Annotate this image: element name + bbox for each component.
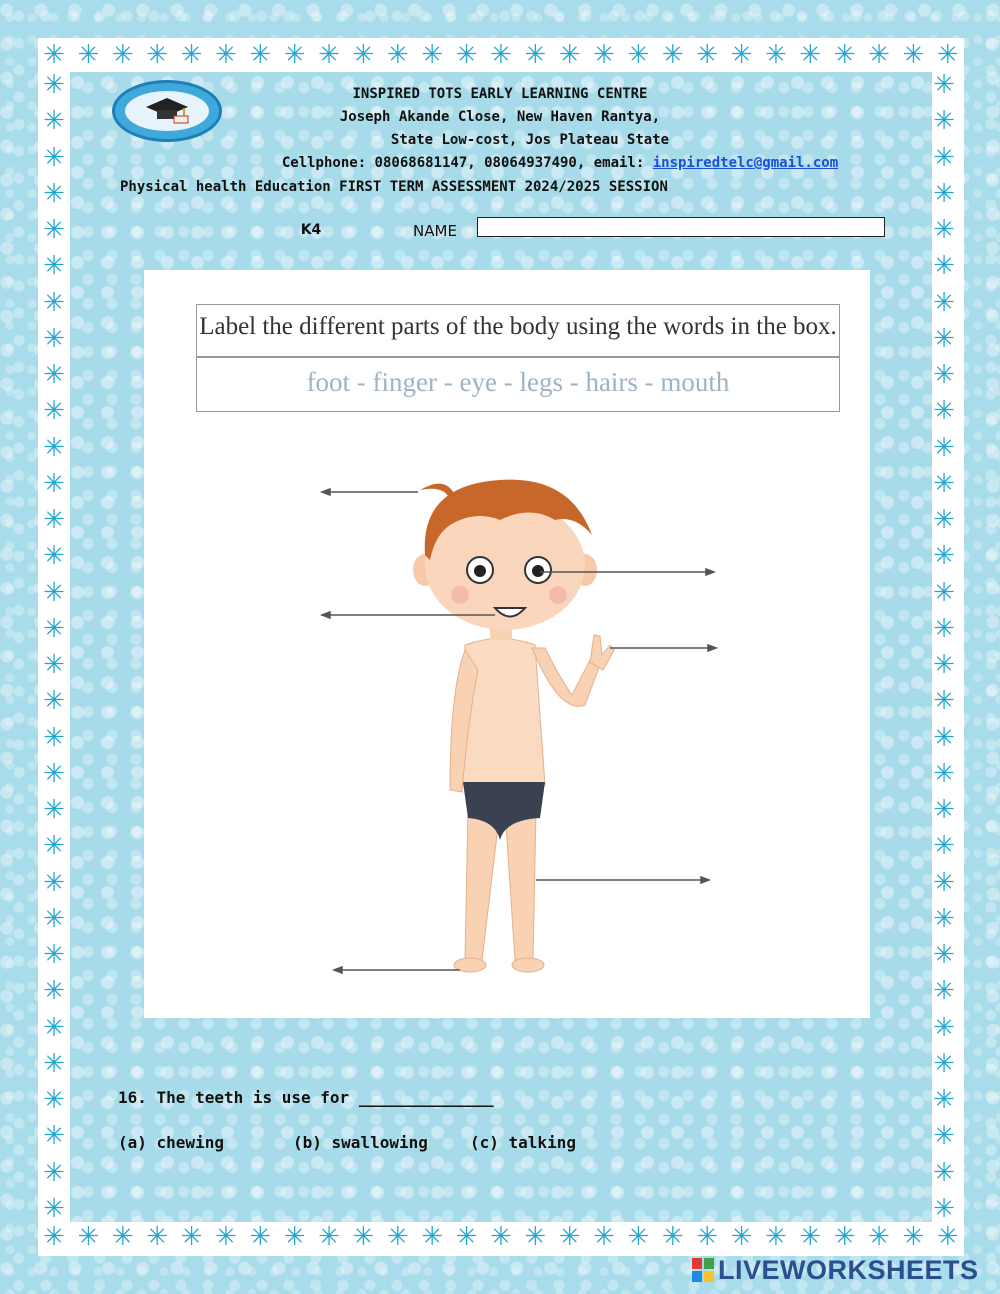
star-ornament-icon: ✳ bbox=[43, 142, 65, 173]
star-ornament-icon: ✳ bbox=[730, 40, 753, 70]
star-ornament-icon: ✳ bbox=[933, 650, 955, 680]
star-ornament-icon: ✳ bbox=[933, 795, 955, 825]
star-ornament-icon: ✳ bbox=[661, 40, 684, 70]
star-ornament-icon: ✳ bbox=[933, 1193, 955, 1224]
star-ornament-icon: ✳ bbox=[421, 1222, 444, 1252]
star-ornament-icon: ✳ bbox=[283, 1222, 306, 1252]
star-ornament-icon: ✳ bbox=[933, 613, 955, 644]
star-ornament-icon: ✳ bbox=[696, 1222, 719, 1252]
star-ornament-icon: ✳ bbox=[933, 1012, 955, 1043]
star-ornament-icon: ✳ bbox=[833, 1222, 856, 1252]
star-ornament-icon: ✳ bbox=[933, 1121, 955, 1152]
word-bank: foot - finger - eye - legs - hairs - mouth bbox=[306, 367, 730, 397]
star-ornament-icon: ✳ bbox=[43, 215, 65, 245]
star-ornament-icon: ✳ bbox=[593, 1222, 615, 1252]
star-ornament-icon: ✳ bbox=[146, 1222, 169, 1252]
star-ornament-icon: ✳ bbox=[933, 686, 955, 717]
assessment-title: Physical health Education FIRST TERM ASSESSMENT 2024/2025 SESSION bbox=[120, 179, 668, 195]
star-ornament-icon: ✳ bbox=[180, 40, 203, 70]
star-ornament-icon: ✳ bbox=[43, 1048, 65, 1079]
star-ornament-icon: ✳ bbox=[593, 40, 615, 70]
star-ornament-icon: ✳ bbox=[764, 40, 787, 70]
star-ornament-icon: ✳ bbox=[933, 251, 955, 282]
star-ornament-icon: ✳ bbox=[249, 1222, 272, 1252]
name-label: NAME bbox=[413, 222, 457, 240]
star-ornament-icon: ✳ bbox=[43, 867, 65, 898]
star-ornament-icon: ✳ bbox=[933, 142, 955, 173]
body-diagram bbox=[300, 440, 740, 1000]
star-ornament-icon: ✳ bbox=[933, 758, 955, 789]
option-c[interactable]: (c) talking bbox=[470, 1133, 576, 1152]
star-ornament-icon: ✳ bbox=[43, 1222, 65, 1252]
star-ornament-icon: ✳ bbox=[833, 40, 856, 70]
star-ornament-icon: ✳ bbox=[933, 940, 955, 970]
star-ornament-icon: ✳ bbox=[730, 1222, 753, 1252]
star-ornament-icon: ✳ bbox=[318, 40, 340, 70]
star-ornament-icon: ✳ bbox=[558, 1222, 581, 1252]
star-ornament-icon: ✳ bbox=[933, 215, 955, 245]
address-line-1: Joseph Akande Close, New Haven Rantya, bbox=[339, 109, 661, 125]
star-ornament-icon: ✳ bbox=[43, 613, 65, 644]
star-ornament-icon: ✳ bbox=[386, 1222, 409, 1252]
star-ornament-icon: ✳ bbox=[902, 40, 925, 70]
star-ornament-icon: ✳ bbox=[43, 360, 65, 390]
star-ornament-icon: ✳ bbox=[43, 686, 65, 717]
star-ornament-icon: ✳ bbox=[43, 1157, 65, 1188]
star-ornament-icon: ✳ bbox=[524, 40, 547, 70]
star-ornament-icon: ✳ bbox=[43, 1012, 65, 1043]
star-ornament-icon: ✳ bbox=[933, 178, 955, 209]
star-ornament-icon: ✳ bbox=[455, 40, 478, 70]
star-ornament-icon: ✳ bbox=[936, 1222, 959, 1252]
star-ornament-icon: ✳ bbox=[933, 541, 955, 572]
star-ornament-icon: ✳ bbox=[43, 722, 65, 753]
star-ornament-icon: ✳ bbox=[933, 903, 955, 934]
star-ornament-icon: ✳ bbox=[933, 287, 955, 318]
star-ornament-icon: ✳ bbox=[77, 1222, 100, 1252]
school-name: INSPIRED TOTS EARLY LEARNING CENTRE bbox=[352, 86, 648, 102]
star-ornament-icon: ✳ bbox=[455, 1222, 478, 1252]
question-text: 16. The teeth is use for ______________ bbox=[118, 1088, 494, 1107]
star-ornament-icon: ✳ bbox=[933, 867, 955, 898]
star-ornament-icon: ✳ bbox=[43, 831, 65, 862]
star-ornament-icon: ✳ bbox=[627, 1222, 650, 1252]
name-input[interactable] bbox=[477, 217, 885, 237]
contact-text: Cellphone: 08068681147, 08064937490, email: bbox=[281, 155, 653, 171]
star-ornament-icon: ✳ bbox=[799, 1222, 822, 1252]
torso bbox=[460, 639, 545, 786]
star-ornament-icon: ✳ bbox=[627, 40, 650, 70]
star-ornament-icon: ✳ bbox=[43, 106, 65, 137]
star-ornament-icon: ✳ bbox=[933, 1157, 955, 1188]
star-border-left bbox=[40, 72, 68, 1222]
graduation-cap-icon bbox=[144, 96, 190, 126]
star-ornament-icon: ✳ bbox=[77, 40, 100, 70]
star-ornament-icon: ✳ bbox=[902, 1222, 925, 1252]
star-ornament-icon: ✳ bbox=[43, 505, 65, 535]
star-ornament-icon: ✳ bbox=[524, 1222, 547, 1252]
star-ornament-icon: ✳ bbox=[933, 577, 955, 608]
left-leg bbox=[465, 810, 500, 960]
star-ornament-icon: ✳ bbox=[933, 468, 955, 499]
star-ornament-icon: ✳ bbox=[283, 40, 306, 70]
star-ornament-icon: ✳ bbox=[661, 1222, 684, 1252]
star-ornament-icon: ✳ bbox=[933, 1048, 955, 1079]
star-ornament-icon: ✳ bbox=[936, 40, 959, 70]
right-arm bbox=[532, 648, 600, 706]
star-ornament-icon: ✳ bbox=[111, 40, 134, 70]
star-ornament-icon: ✳ bbox=[933, 722, 955, 753]
star-ornament-icon: ✳ bbox=[43, 323, 65, 354]
star-ornament-icon: ✳ bbox=[214, 1222, 237, 1252]
star-ornament-icon: ✳ bbox=[933, 396, 955, 427]
star-border-top bbox=[40, 42, 962, 68]
star-ornament-icon: ✳ bbox=[180, 1222, 203, 1252]
star-ornament-icon: ✳ bbox=[214, 40, 237, 70]
star-ornament-icon: ✳ bbox=[146, 40, 169, 70]
hand bbox=[590, 635, 614, 670]
star-border-right bbox=[930, 72, 958, 1222]
star-ornament-icon: ✳ bbox=[799, 40, 822, 70]
star-ornament-icon: ✳ bbox=[764, 1222, 787, 1252]
star-ornament-icon: ✳ bbox=[868, 40, 890, 70]
star-ornament-icon: ✳ bbox=[933, 432, 955, 463]
star-ornament-icon: ✳ bbox=[43, 70, 65, 100]
star-ornament-icon: ✳ bbox=[43, 940, 65, 970]
star-ornament-icon: ✳ bbox=[43, 541, 65, 572]
star-ornament-icon: ✳ bbox=[43, 795, 65, 825]
star-ornament-icon: ✳ bbox=[43, 1121, 65, 1152]
star-ornament-icon: ✳ bbox=[352, 1222, 375, 1252]
star-ornament-icon: ✳ bbox=[933, 360, 955, 390]
star-ornament-icon: ✳ bbox=[386, 40, 409, 70]
star-ornament-icon: ✳ bbox=[489, 1222, 512, 1252]
star-ornament-icon: ✳ bbox=[933, 323, 955, 354]
star-ornament-icon: ✳ bbox=[933, 831, 955, 862]
star-ornament-icon: ✳ bbox=[43, 650, 65, 680]
liveworksheets-brand[interactable]: LIVEWORKSHEETS bbox=[718, 1255, 979, 1285]
star-ornament-icon: ✳ bbox=[933, 505, 955, 535]
star-ornament-icon: ✳ bbox=[43, 1085, 65, 1115]
star-ornament-icon: ✳ bbox=[352, 40, 375, 70]
right-foot bbox=[512, 958, 544, 972]
option-b[interactable]: (b) swallowing bbox=[293, 1133, 428, 1152]
star-ornament-icon: ✳ bbox=[318, 1222, 340, 1252]
star-ornament-icon: ✳ bbox=[43, 903, 65, 934]
class-label: K4 bbox=[300, 222, 322, 238]
star-ornament-icon: ✳ bbox=[43, 251, 65, 282]
star-ornament-icon: ✳ bbox=[933, 70, 955, 100]
contact-line bbox=[250, 155, 870, 171]
star-ornament-icon: ✳ bbox=[421, 40, 444, 70]
star-ornament-icon: ✳ bbox=[558, 40, 581, 70]
star-ornament-icon: ✳ bbox=[249, 40, 272, 70]
star-ornament-icon: ✳ bbox=[868, 1222, 890, 1252]
star-ornament-icon: ✳ bbox=[43, 432, 65, 463]
liveworksheets-logo-icon bbox=[692, 1258, 714, 1282]
address-line-2: State Low-cost, Jos Plateau State bbox=[390, 132, 670, 148]
school-logo bbox=[112, 80, 222, 142]
star-ornament-icon: ✳ bbox=[43, 1193, 65, 1224]
star-ornament-icon: ✳ bbox=[43, 976, 65, 1007]
star-ornament-icon: ✳ bbox=[933, 106, 955, 137]
star-ornament-icon: ✳ bbox=[111, 1222, 134, 1252]
star-ornament-icon: ✳ bbox=[43, 40, 65, 70]
option-a[interactable]: (a) chewing bbox=[118, 1133, 224, 1152]
star-ornament-icon: ✳ bbox=[43, 396, 65, 427]
right-leg bbox=[505, 810, 536, 960]
star-ornament-icon: ✳ bbox=[43, 577, 65, 608]
star-ornament-icon: ✳ bbox=[43, 178, 65, 209]
instruction-text: Label the different parts of the body using the words in the box. bbox=[199, 313, 837, 340]
star-ornament-icon: ✳ bbox=[43, 758, 65, 789]
star-ornament-icon: ✳ bbox=[696, 40, 719, 70]
star-border-bottom bbox=[40, 1224, 962, 1250]
star-ornament-icon: ✳ bbox=[933, 976, 955, 1007]
star-ornament-icon: ✳ bbox=[43, 287, 65, 318]
email-link[interactable]: inspiredtelc@gmail.com bbox=[652, 155, 839, 171]
star-ornament-icon: ✳ bbox=[43, 468, 65, 499]
star-ornament-icon: ✳ bbox=[489, 40, 512, 70]
instruction-divider bbox=[196, 356, 840, 358]
star-ornament-icon: ✳ bbox=[933, 1085, 955, 1115]
